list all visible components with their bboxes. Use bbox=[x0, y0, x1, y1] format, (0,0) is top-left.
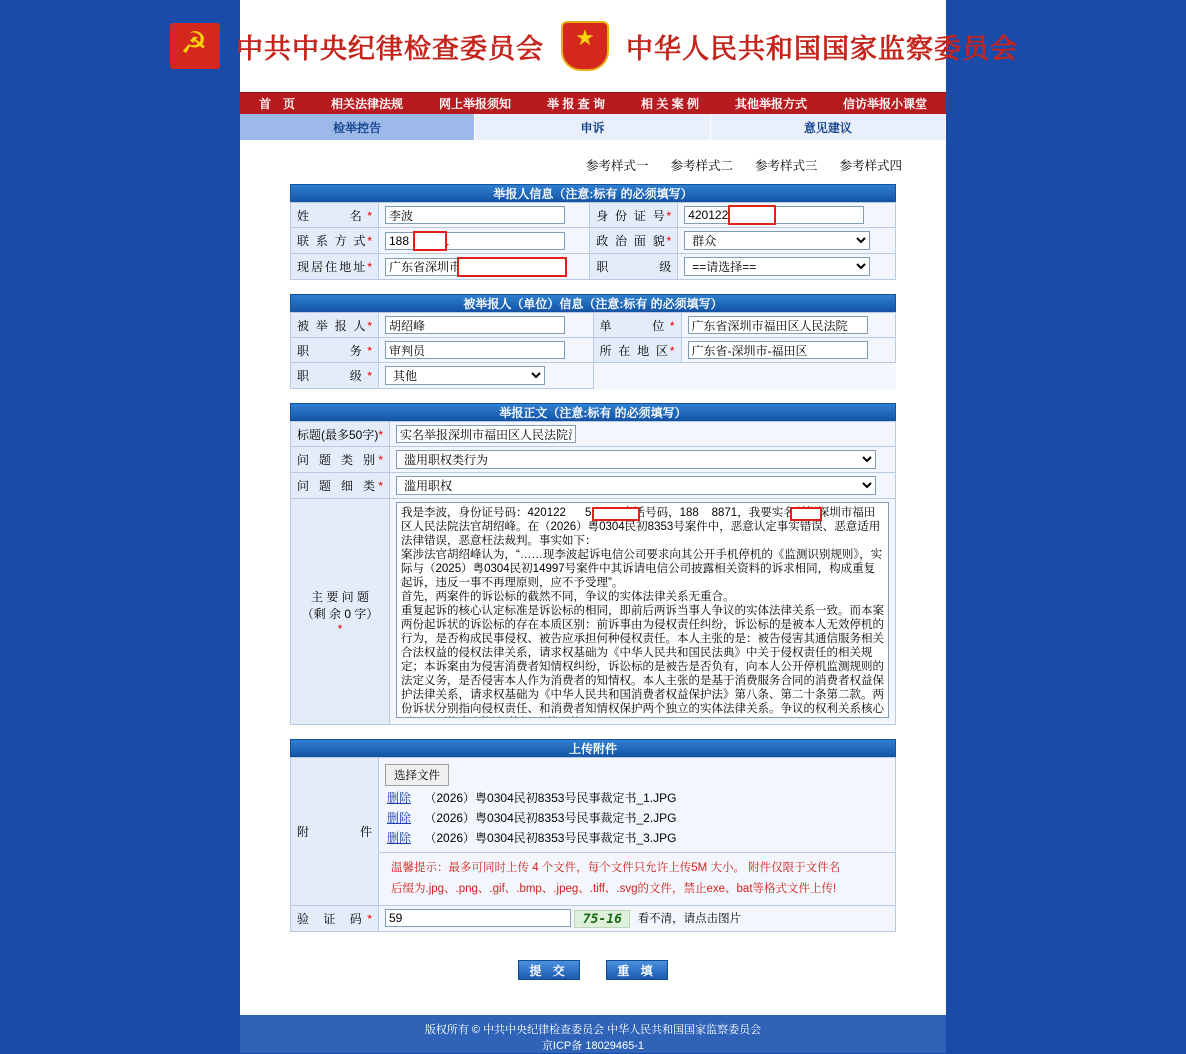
reporter-politics-label: 政 治 面 貌* bbox=[590, 228, 678, 254]
page-container bbox=[180, 0, 1018, 1015]
delete-attachment-1[interactable]: 删除 bbox=[387, 791, 412, 805]
reporter-id-cell bbox=[678, 203, 896, 228]
national-emblem-icon: ★ bbox=[558, 19, 612, 73]
nsc-title: 中华人民共和国国家监察委员会 bbox=[626, 33, 1018, 65]
reporter-name-label: 姓 名* bbox=[291, 203, 379, 228]
subcategory-cell bbox=[390, 473, 896, 499]
delete-attachment-2[interactable]: 删除 bbox=[387, 811, 412, 825]
spacer-cell-2 bbox=[681, 363, 896, 389]
attachment-label: 附 件 bbox=[291, 758, 379, 906]
delete-attachment-3[interactable]: 删除 bbox=[387, 831, 412, 845]
nav-item-laws[interactable]: 相关法律法规 bbox=[330, 97, 403, 111]
tab-suggestion[interactable]: 意见建议 bbox=[711, 114, 946, 140]
form-actions bbox=[240, 946, 946, 998]
captcha-note: 看不清，请点击图片 bbox=[637, 913, 742, 925]
attachment-cell bbox=[379, 758, 896, 853]
redaction-box-body-id bbox=[592, 507, 640, 521]
reporter-section-title: 举报人信息（注意:标有 的必须填写） bbox=[290, 184, 896, 202]
accused-rank-label: 职 级* bbox=[291, 363, 379, 389]
upload-tip-cell bbox=[379, 853, 896, 906]
reporter-rank-label: 职 级 bbox=[590, 254, 678, 280]
table-row bbox=[291, 203, 896, 228]
redaction-box-body-phone bbox=[790, 507, 822, 521]
table-row bbox=[291, 338, 896, 363]
table-row bbox=[291, 313, 896, 338]
accused-unit-input[interactable] bbox=[688, 316, 868, 334]
body-remaining-text: （剩 余 0 字） bbox=[301, 606, 379, 621]
accused-section-title: 被举报人（单位）信息（注意:标有 的必须填写） bbox=[290, 294, 896, 312]
ccdi-title: 中共中央纪律检查委员会 bbox=[236, 33, 544, 65]
tab-report[interactable]: 检举控告 bbox=[240, 114, 475, 140]
accused-unit-label: 单 位* bbox=[593, 313, 681, 338]
accused-person-label: 被 举 报 人* bbox=[291, 313, 379, 338]
redaction-box-address bbox=[457, 257, 567, 277]
table-row bbox=[291, 499, 896, 725]
accused-region-cell bbox=[681, 338, 896, 363]
subcategory-select[interactable] bbox=[396, 476, 876, 495]
sub-nav bbox=[240, 114, 946, 140]
tab-appeal[interactable]: 申诉 bbox=[475, 114, 710, 140]
accused-rank-cell bbox=[379, 363, 594, 389]
table-row bbox=[291, 363, 896, 389]
accused-unit-cell bbox=[681, 313, 896, 338]
choose-file-button[interactable]: 选择文件 bbox=[385, 764, 449, 786]
site-footer bbox=[240, 1015, 946, 1053]
subject-label: 标题(最多50字)* bbox=[291, 422, 390, 447]
accused-duty-label: 职 务* bbox=[291, 338, 379, 363]
accused-section bbox=[290, 294, 896, 389]
upload-section bbox=[290, 739, 896, 932]
table-row bbox=[291, 447, 896, 473]
nav-item-notice[interactable]: 网上举报须知 bbox=[438, 97, 511, 111]
captcha-cell bbox=[379, 906, 896, 932]
ccdi-emblem-icon: ☭ bbox=[168, 19, 222, 73]
body-label: 主 要 问 题 （剩 余 0 字） * bbox=[291, 499, 390, 725]
accused-duty-input[interactable] bbox=[385, 341, 565, 359]
reporter-name-cell bbox=[379, 203, 590, 228]
upload-tip-line-1: 温馨提示：最多可同时上传 4 个文件，每个文件只允许上传5M 大小。 附件仅限于文件名 bbox=[391, 862, 841, 874]
submit-button[interactable]: 提 交 bbox=[518, 960, 580, 980]
redaction-box-phone bbox=[413, 231, 447, 251]
content-section-title: 举报正文（注意:标有 的必须填写） bbox=[290, 403, 896, 421]
subject-input[interactable] bbox=[396, 425, 576, 443]
accused-duty-cell bbox=[379, 338, 594, 363]
table-row bbox=[291, 906, 896, 932]
reporter-contact-input[interactable] bbox=[385, 232, 565, 250]
nav-item-other-ways[interactable]: 其他举报方式 bbox=[735, 97, 808, 111]
site-masthead bbox=[180, 0, 1018, 92]
table-row bbox=[291, 254, 896, 280]
reporter-id-label: 身 份 证 号* bbox=[590, 203, 678, 228]
content-section bbox=[290, 403, 896, 725]
subcategory-label: 问 题 细 类* bbox=[291, 473, 390, 499]
sample-link-1[interactable]: 参考样式一 bbox=[585, 159, 649, 173]
subject-cell bbox=[390, 422, 896, 447]
reporter-rank-cell bbox=[678, 254, 896, 280]
table-row bbox=[291, 473, 896, 499]
nav-item-query[interactable]: 举 报 查 询 bbox=[546, 97, 605, 111]
list-item bbox=[387, 809, 889, 826]
reporter-rank-select[interactable] bbox=[684, 257, 870, 276]
accused-rank-select[interactable] bbox=[385, 366, 545, 385]
sample-link-2[interactable]: 参考样式二 bbox=[670, 159, 733, 173]
reporter-contact-label: 联 系 方 式* bbox=[291, 228, 379, 254]
reporter-section bbox=[290, 184, 896, 280]
table-row bbox=[291, 228, 896, 254]
accused-region-label: 所 在 地 区* bbox=[593, 338, 681, 363]
reporter-address-label: 现居住地址* bbox=[291, 254, 379, 280]
body-textarea[interactable] bbox=[396, 502, 889, 718]
footer-copyright: 版权所有 © 中共中央纪律检查委员会 中华人民共和国国家监察委员会 bbox=[424, 1024, 762, 1036]
category-select[interactable] bbox=[396, 450, 876, 469]
category-label: 问 题 类 别* bbox=[291, 447, 390, 473]
reporter-politics-cell bbox=[678, 228, 896, 254]
upload-tip-line-2: 后缀为.jpg、.png、.gif、.bmp、.jpeg、.tiff、.svg的文件，禁止exe、bat等格式文件上传! bbox=[391, 883, 837, 895]
table-row bbox=[291, 758, 896, 853]
attachment-name-2: （2026）粤0304民初8353号民事裁定书_2.JPG bbox=[424, 811, 677, 825]
accused-region-input[interactable] bbox=[688, 341, 868, 359]
nav-item-cases[interactable]: 相 关 案 例 bbox=[641, 97, 700, 111]
table-row bbox=[291, 422, 896, 447]
list-item bbox=[387, 829, 889, 846]
captcha-label: 验 证 码* bbox=[291, 906, 379, 932]
attachment-name-3: （2026）粤0304民初8353号民事裁定书_3.JPG bbox=[424, 831, 677, 845]
spacer-cell bbox=[593, 363, 681, 389]
nav-item-home[interactable]: 首 页 bbox=[258, 97, 295, 111]
reporter-name-input[interactable] bbox=[385, 206, 565, 224]
accused-person-cell bbox=[379, 313, 594, 338]
attachment-name-1: （2026）粤0304民初8353号民事裁定书_1.JPG bbox=[424, 791, 677, 805]
reporter-contact-cell bbox=[379, 228, 590, 254]
sample-link-3[interactable]: 参考样式三 bbox=[754, 159, 818, 173]
body-cell bbox=[390, 499, 896, 725]
upload-section-title: 上传附件 bbox=[290, 739, 896, 757]
captcha-image[interactable]: 75-16 bbox=[574, 910, 630, 928]
table-row bbox=[291, 853, 896, 906]
reporter-politics-select[interactable] bbox=[684, 231, 870, 250]
reset-button[interactable]: 重 填 bbox=[606, 960, 668, 980]
footer-icp: 京ICP备 18029465-1 bbox=[541, 1040, 645, 1052]
list-item bbox=[387, 789, 889, 806]
main-nav bbox=[240, 92, 946, 114]
category-cell bbox=[390, 447, 896, 473]
reporter-address-cell bbox=[379, 254, 590, 280]
redaction-box-id bbox=[728, 205, 776, 225]
sample-link-4[interactable]: 参考样式四 bbox=[839, 159, 902, 173]
accused-person-input[interactable] bbox=[385, 316, 565, 334]
body-label-text: 主 要 问 题 bbox=[311, 589, 370, 604]
sample-links bbox=[240, 140, 946, 184]
nav-item-class[interactable]: 信访举报小课堂 bbox=[843, 97, 928, 111]
captcha-input[interactable] bbox=[385, 909, 571, 927]
